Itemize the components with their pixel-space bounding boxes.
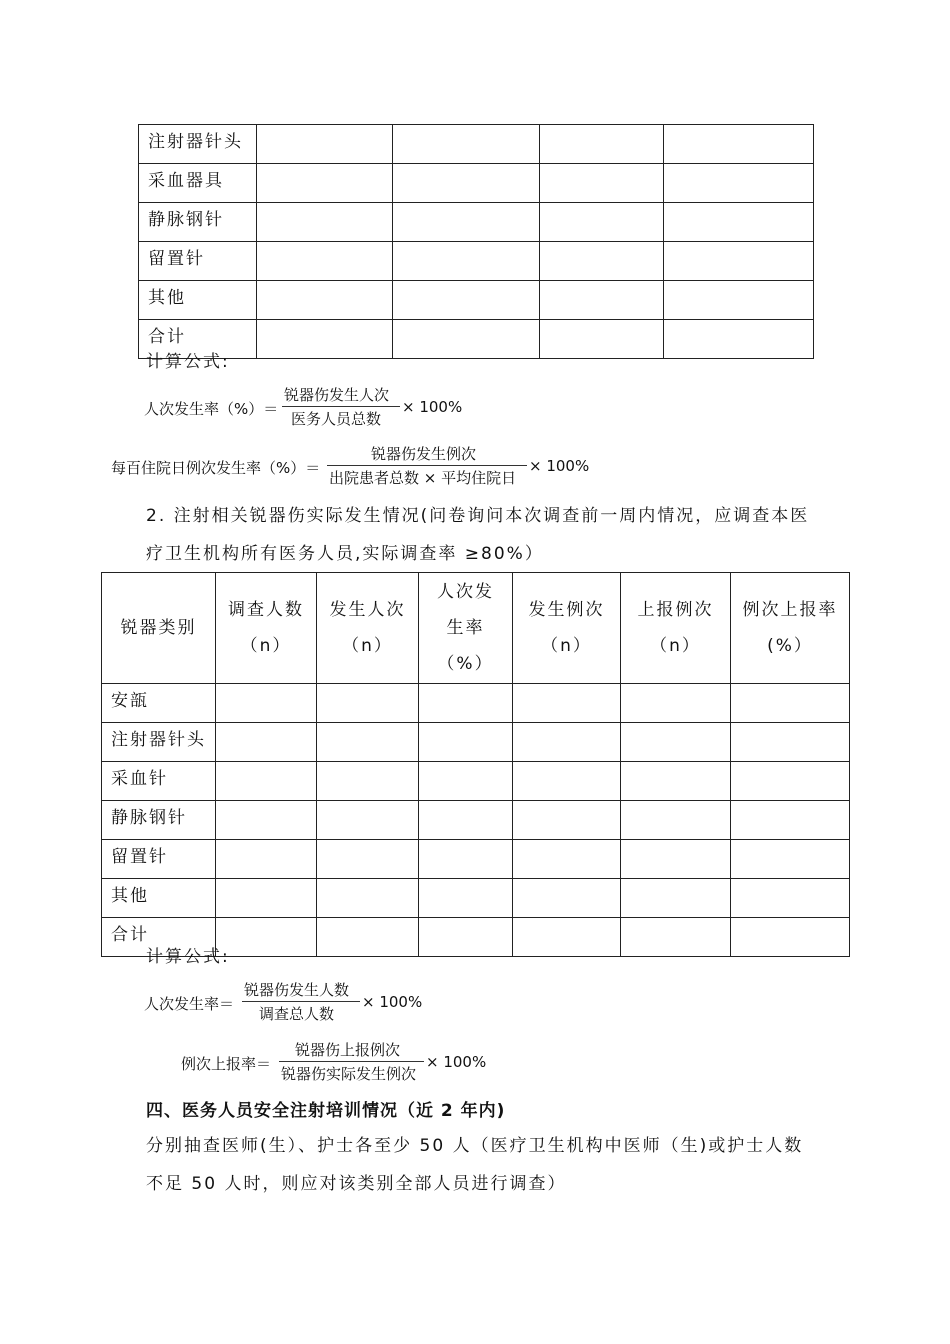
table-cell[interactable] — [540, 281, 664, 320]
table-cell[interactable] — [621, 918, 731, 957]
numerator: 锐器伤上报例次 — [295, 1041, 401, 1059]
row-label: 合计 — [102, 918, 216, 957]
table-cell[interactable] — [317, 879, 419, 918]
fraction — [242, 979, 360, 1025]
fraction-line — [282, 406, 400, 407]
formula-label: 人次发生率＝ — [144, 995, 235, 1013]
table-cell[interactable] — [257, 242, 393, 281]
section-4-line-2: 不足 50 人时，则应对该类别全部人员进行调查） — [146, 1174, 567, 1194]
table-cell[interactable] — [216, 840, 317, 879]
table-cell[interactable] — [621, 801, 731, 840]
table-cell[interactable] — [216, 801, 317, 840]
table-cell[interactable] — [621, 723, 731, 762]
table-cell[interactable] — [664, 164, 814, 203]
row-label: 其他 — [102, 879, 216, 918]
row-label: 其他 — [139, 281, 257, 320]
table-cell[interactable] — [216, 684, 317, 723]
formula-person-rate — [144, 979, 424, 1025]
table-cell[interactable] — [513, 801, 621, 840]
header-person-rate: 人次发 生率 （%） — [419, 573, 513, 684]
table-cell[interactable] — [257, 203, 393, 242]
table-row — [139, 320, 814, 359]
table-cell[interactable] — [317, 840, 419, 879]
table-cell[interactable] — [419, 840, 513, 879]
table-row — [139, 203, 814, 242]
table-cell[interactable] — [540, 320, 664, 359]
table-cell[interactable] — [621, 762, 731, 801]
table-cell[interactable] — [393, 242, 540, 281]
section-2-line-1: 2. 注射相关锐器伤实际发生情况(问卷询问本次调查前一周内情况，应调查本医 — [146, 506, 810, 526]
table-cell[interactable] — [540, 242, 664, 281]
table-cell[interactable] — [216, 879, 317, 918]
table-cell[interactable] — [731, 723, 850, 762]
row-label: 静脉钢针 — [102, 801, 216, 840]
multiplier: × 100% — [402, 398, 463, 416]
fraction-line — [279, 1061, 424, 1062]
fraction-line — [242, 1001, 360, 1002]
table-row — [102, 801, 850, 840]
table-cell[interactable] — [621, 840, 731, 879]
row-label: 留置针 — [102, 840, 216, 879]
table-cell[interactable] — [731, 918, 850, 957]
table-cell[interactable] — [621, 684, 731, 723]
table-header-row — [102, 573, 850, 684]
table-cell[interactable] — [731, 879, 850, 918]
table-row — [102, 840, 850, 879]
table-cell[interactable] — [513, 918, 621, 957]
row-label: 合计 — [139, 320, 257, 359]
table-cell[interactable] — [664, 203, 814, 242]
table-cell[interactable] — [393, 125, 540, 164]
formula-label: 每百住院日例次发生率（%）＝ — [111, 459, 321, 477]
sharps-type-table-1 — [138, 124, 814, 359]
table-row — [139, 164, 814, 203]
calc-formula-label-2: 计算公式: — [146, 947, 230, 967]
numerator: 锐器伤发生人次 — [284, 386, 390, 404]
table-cell[interactable] — [664, 320, 814, 359]
table-cell[interactable] — [317, 684, 419, 723]
row-label: 留置针 — [139, 242, 257, 281]
table-cell[interactable] — [257, 281, 393, 320]
calc-formula-label-1: 计算公式: — [146, 352, 230, 372]
fraction — [327, 443, 527, 489]
table-row — [102, 762, 850, 801]
header-injury-persons: 发生人次 （n） — [317, 573, 419, 684]
table-cell[interactable] — [731, 684, 850, 723]
table-cell[interactable] — [317, 801, 419, 840]
table-cell[interactable] — [419, 879, 513, 918]
formula-per-hundred-bed-days — [111, 443, 591, 489]
header-report-rate: 例次上报率 (%） — [731, 573, 850, 684]
section-4-title: 四、医务人员安全注射培训情况（近 2 年内) — [146, 1101, 506, 1121]
table-cell[interactable] — [419, 684, 513, 723]
row-label: 注射器针头 — [102, 723, 216, 762]
table-row — [139, 242, 814, 281]
table-cell[interactable] — [419, 801, 513, 840]
formula-label: 例次上报率＝ — [181, 1055, 272, 1073]
header-reported-cases: 上报例次 （n） — [621, 573, 731, 684]
table-cell[interactable] — [540, 203, 664, 242]
fraction — [282, 384, 400, 430]
table-cell[interactable] — [257, 164, 393, 203]
numerator: 锐器伤发生例次 — [371, 445, 477, 463]
table-cell[interactable] — [664, 281, 814, 320]
row-label: 采血器具 — [139, 164, 257, 203]
table-cell[interactable] — [513, 879, 621, 918]
table-cell[interactable] — [317, 723, 419, 762]
table-cell[interactable] — [731, 840, 850, 879]
formula-label: 人次发生率（%）＝ — [144, 400, 279, 418]
numerator: 锐器伤发生人数 — [244, 981, 350, 999]
multiplier: × 100% — [362, 993, 423, 1011]
fraction-line — [327, 465, 527, 466]
row-label: 采血针 — [102, 762, 216, 801]
table-cell[interactable] — [216, 918, 317, 957]
table-cell[interactable] — [513, 723, 621, 762]
table-cell[interactable] — [664, 125, 814, 164]
header-sharps-type: 锐器类别 — [102, 573, 216, 684]
denominator: 出院患者总数 × 平均住院日 — [329, 469, 517, 487]
header-surveyed-count: 调查人数 （n） — [216, 573, 317, 684]
table-cell[interactable] — [540, 125, 664, 164]
table-cell[interactable] — [513, 762, 621, 801]
table-cell[interactable] — [621, 879, 731, 918]
table-cell[interactable] — [393, 320, 540, 359]
sharps-injury-table-2 — [101, 572, 850, 957]
row-label: 注射器针头 — [139, 125, 257, 164]
row-label: 静脉钢针 — [139, 203, 257, 242]
table-cell[interactable] — [317, 918, 419, 957]
table-cell[interactable] — [216, 762, 317, 801]
header-injury-cases: 发生例次 （n） — [513, 573, 621, 684]
denominator: 锐器伤实际发生例次 — [281, 1065, 417, 1083]
table-row — [102, 723, 850, 762]
table-cell[interactable] — [540, 164, 664, 203]
table-cell[interactable] — [419, 762, 513, 801]
table-cell[interactable] — [317, 762, 419, 801]
table-row — [102, 684, 850, 723]
section-4-line-1: 分别抽查医师(生）、护士各至少 50 人（医疗卫生机构中医师（生)或护士人数 — [146, 1136, 804, 1156]
table-cell[interactable] — [731, 762, 850, 801]
table-row — [102, 879, 850, 918]
row-label: 安瓿 — [102, 684, 216, 723]
multiplier: × 100% — [426, 1053, 487, 1071]
table-cell[interactable] — [419, 918, 513, 957]
table-cell[interactable] — [393, 203, 540, 242]
table-cell[interactable] — [257, 320, 393, 359]
table-cell[interactable] — [513, 684, 621, 723]
multiplier: × 100% — [529, 457, 590, 475]
formula-report-rate — [181, 1039, 491, 1085]
fraction — [279, 1039, 424, 1085]
section-2-line-2: 疗卫生机构所有医务人员,实际调查率 ≥80%） — [146, 544, 544, 564]
formula-person-incidence — [144, 384, 464, 430]
table-cell[interactable] — [257, 125, 393, 164]
denominator: 调查总人数 — [259, 1005, 335, 1023]
table-cell[interactable] — [419, 723, 513, 762]
table-cell[interactable] — [216, 723, 317, 762]
table-row — [139, 281, 814, 320]
table-cell[interactable] — [513, 840, 621, 879]
table-cell[interactable] — [664, 242, 814, 281]
table-row — [139, 125, 814, 164]
table-cell[interactable] — [731, 801, 850, 840]
table-cell[interactable] — [393, 281, 540, 320]
table-cell[interactable] — [393, 164, 540, 203]
denominator: 医务人员总数 — [291, 410, 382, 428]
